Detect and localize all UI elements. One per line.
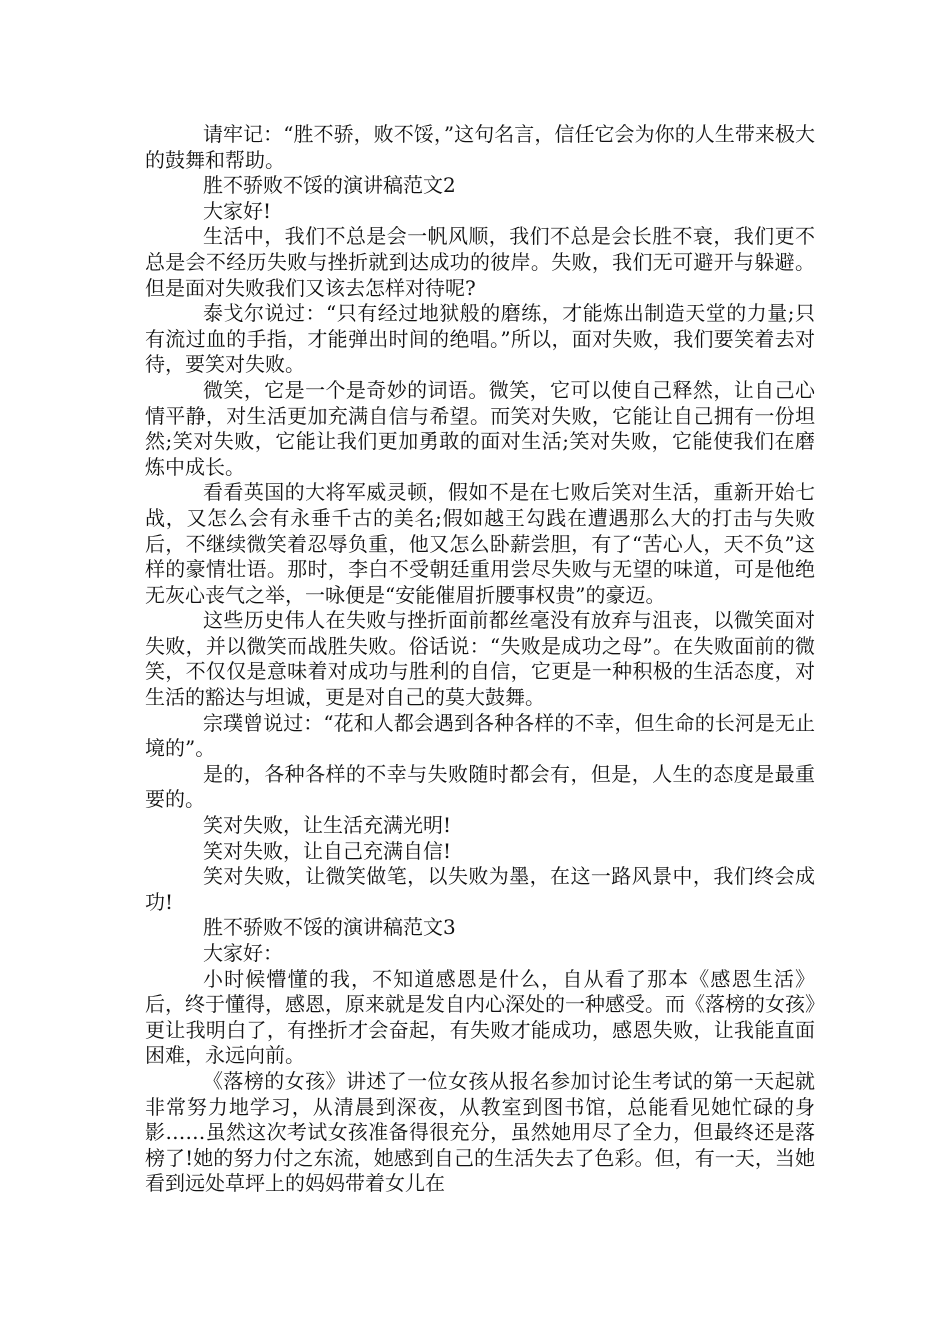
paragraph: 宗璞曾说过：“花和人都会遇到各种各样的不幸，但生命的长河是无止境的”。 bbox=[145, 710, 815, 761]
paragraph: 请牢记：“胜不骄，败不馁，”这句名言，信任它会为你的人生带来极大的鼓舞和帮助。 bbox=[145, 122, 815, 172]
section-heading: 胜不骄败不馁的演讲稿范文3 bbox=[203, 915, 456, 940]
paragraph: 小时候懵懂的我，不知道感恩是什么，自从看了那本《感恩生活》后，终于懂得，感恩，原来就是发自内心深处的一种感受。而《落榜的女孩》更让我明白了，有挫折才会奋起，有失败才能成功，感恩失败，让我能直面困难，永远向前。 bbox=[145, 966, 815, 1068]
paragraph: 生活中，我们不总是会一帆风顺，我们不总是会长胜不衰，我们更不总是会不经历失败与挫折就到达成功的彼岸。失败，我们无可避开与躲避。但是面对失败我们又该去怎样对待呢? bbox=[145, 224, 815, 300]
section-heading: 胜不骄败不馁的演讲稿范文2 bbox=[203, 173, 456, 198]
greeting: 大家好! bbox=[203, 198, 272, 223]
paragraph: 笑对失败，让微笑做笔，以失败为墨，在这一路风景中，我们终会成功! bbox=[145, 864, 815, 914]
paragraph: 笑对失败，让自己充满自信! bbox=[203, 838, 452, 863]
paragraph: 这些历史伟人在失败与挫折面前都丝毫没有放弃与沮丧，以微笑面对失败，并以微笑而战胜失败。俗话说：“失败是成功之母”。在失败面前的微笑，不仅仅是意味着对成功与胜利的自信，它更是一种积极的生活态度，对生活的豁达与坦诚，更是对自己的莫大鼓舞。 bbox=[145, 608, 815, 710]
paragraph: 看看英国的大将军威灵顿，假如不是在七败后笑对生活，重新开始七战，又怎么会有永垂千古的美名;假如越王勾践在遭遇那么大的打击与失败后，不继续微笑着忍辱负重，他又怎么卧薪尝胆，有了“苦心人，天不负”这样的豪情壮语。那时，李白不受朝廷重用尝尽失败与无望的味道，可是他绝无灰心丧气之举，一咏便是“安能催眉折腰事权贵”的豪迈。 bbox=[145, 480, 815, 607]
paragraph: 《落榜的女孩》讲述了一位女孩从报名参加讨论生考试的第一天起就非常努力地学习，从清晨到深夜，从教室到图书馆，总能看见她忙碌的身影……虽然这次考试女孩准备得很充分，虽然她用尽了全力，但最终还是落榜了!她的努力付之东流，她感到自己的生活失去了色彩。但，有一天，当她看到远处草坪上的妈妈带着女儿在 bbox=[145, 1068, 815, 1196]
document-body bbox=[145, 122, 815, 1197]
greeting: 大家好： bbox=[203, 941, 283, 965]
paragraph: 是的，各种各样的不幸与失败随时都会有，但是，人生的态度是最重要的。 bbox=[145, 761, 815, 812]
paragraph: 微笑，它是一个是奇妙的词语。微笑，它可以使自己释然，让自己心情平静，对生活更加充满自信与希望。而笑对失败，它能让自己拥有一份坦然;笑对失败，它能让我们更加勇敢的面对生活;笑对失败，它能使我们在磨炼中成长。 bbox=[145, 377, 815, 479]
paragraph: 泰戈尔说过：“只有经过地狱般的磨练，才能炼出制造天堂的力量;只有流过血的手指，才能弹出时间的绝唱。”所以，面对失败，我们要笑着去对待，要笑对失败。 bbox=[145, 301, 815, 377]
paragraph: 笑对失败，让生活充满光明! bbox=[203, 813, 452, 838]
